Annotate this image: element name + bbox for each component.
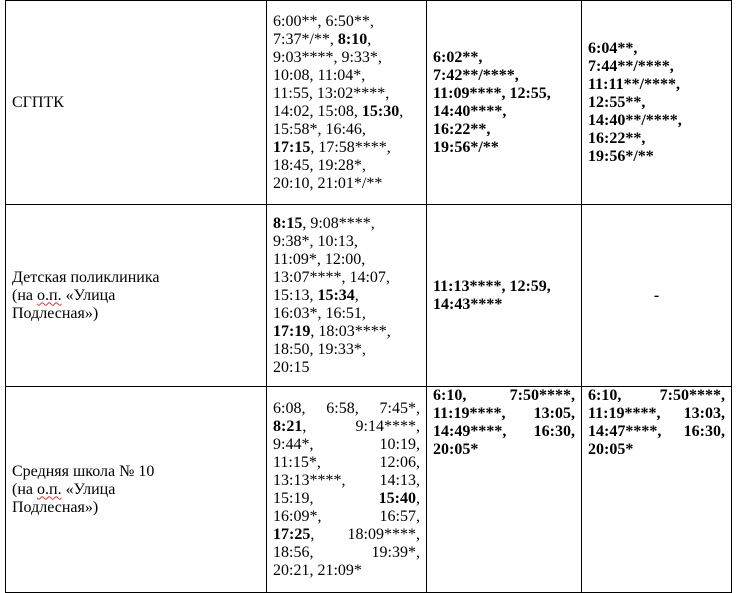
time-line	[273, 103, 420, 121]
time-line: 14:43****	[433, 295, 503, 313]
time-text: , 18:09****,	[310, 525, 420, 543]
time-text: 6:00**, 6:50**,	[273, 12, 374, 30]
time-text: 16:03*, 16:51,	[273, 304, 366, 322]
sunday-times-cell	[582, 1, 732, 205]
time-text: 7:37*/**,	[273, 30, 338, 48]
time-line: -	[653, 286, 660, 304]
time-text: 17:19	[273, 322, 311, 340]
time-line: 12:55**,	[588, 93, 646, 111]
time-text: , 17:58****,	[310, 138, 391, 156]
time-line: 20:05*	[588, 441, 634, 458]
time-line: 11:19****, 13:03,	[588, 405, 725, 422]
time-line	[273, 508, 420, 526]
weekday-times-cell	[267, 205, 427, 387]
time-text: 11:09*, 12:00,	[273, 250, 366, 268]
time-line	[273, 175, 420, 193]
time-line	[273, 562, 420, 580]
time-text: 18:56, 19:39*,	[273, 543, 420, 561]
table-row	[6, 205, 732, 387]
saturday-times-cell	[427, 205, 582, 387]
time-text: 8:10	[337, 30, 368, 48]
sunday-times-cell	[582, 387, 732, 593]
stop-name-line: (на о.п. «Улица	[12, 286, 116, 304]
time-line: 6:02**,	[433, 48, 483, 66]
time-line	[273, 251, 420, 269]
time-line: 11:19****, 13:05,	[433, 405, 575, 422]
time-line: 11:13****, 12:59,	[433, 277, 551, 295]
time-text: 10:08, 11:04*,	[273, 66, 366, 84]
time-text: 20:15	[273, 358, 310, 376]
time-text: 18:45, 19:28*,	[273, 156, 366, 174]
stop-name-line: (на о.п. «Улица	[12, 480, 116, 498]
time-text: , 18:03****,	[310, 322, 391, 340]
time-text: 11:15*, 12:06,	[273, 453, 420, 471]
schedule-table	[5, 0, 732, 593]
time-text: ,	[416, 489, 420, 507]
time-text: 6:08, 6:58, 7:45*,	[273, 399, 420, 417]
time-line: 14:47****, 16:30,	[588, 423, 725, 440]
time-line: 16:22**,	[433, 120, 491, 138]
time-text: 20:10, 21:01*/**	[273, 174, 383, 192]
stop-name-cell	[6, 387, 267, 593]
time-line	[273, 139, 420, 157]
time-text: 15:19,	[273, 489, 379, 507]
time-text: 15:34	[317, 286, 355, 304]
time-line	[273, 490, 420, 508]
time-line	[273, 472, 420, 490]
time-line	[273, 157, 420, 175]
time-text: 13:07****, 14:07,	[273, 268, 390, 286]
time-text: 9:44*, 10:19,	[273, 435, 420, 453]
time-line: 20:05*	[433, 441, 479, 458]
time-text: 13:13****, 14:13,	[273, 471, 420, 489]
time-line: 14:40**/****,	[588, 111, 682, 129]
time-text: 11:55, 13:02****,	[273, 84, 390, 102]
saturday-times-cell	[427, 1, 582, 205]
time-line	[273, 233, 420, 251]
time-line: 19:56*/**	[433, 138, 499, 156]
time-line	[273, 49, 420, 67]
stop-name-line: СГПТК	[12, 93, 64, 111]
time-line: 16:22**,	[588, 129, 646, 147]
time-text: 17:25	[273, 525, 311, 543]
time-line	[273, 526, 420, 544]
time-line	[273, 121, 420, 139]
stop-name-line: Подлесная»)	[12, 498, 99, 516]
time-line	[273, 454, 420, 472]
time-line: 14:49****, 16:30,	[433, 423, 575, 440]
time-text: ,	[367, 30, 372, 48]
time-text: 16:09*, 16:57,	[273, 507, 420, 525]
time-text: 15:30	[361, 102, 400, 120]
time-line	[273, 341, 420, 359]
time-text: 14:02, 15:08,	[273, 102, 362, 120]
time-text: , 9:08****,	[302, 214, 375, 232]
stop-name-line: Средняя школа № 10	[12, 462, 155, 480]
time-text: 9:03****, 9:33*,	[273, 48, 382, 66]
saturday-times-cell	[427, 387, 582, 593]
time-line	[273, 359, 420, 377]
table-row	[6, 387, 732, 593]
time-line	[273, 305, 420, 323]
time-line: 19:56*/**	[588, 147, 654, 165]
stop-name-line: Подлесная»)	[12, 304, 99, 322]
time-line	[273, 269, 420, 287]
time-line: 6:10, 7:50****,	[588, 387, 725, 404]
time-text: 8:21	[273, 417, 303, 435]
time-text: ,	[399, 102, 404, 120]
stop-name-line: Детская поликлиника	[12, 268, 160, 286]
stop-name-cell	[6, 1, 267, 205]
time-text: 15:40	[378, 489, 416, 507]
time-line: 6:04**,	[588, 39, 638, 57]
time-line	[273, 400, 420, 418]
time-line: 6:10, 7:50****,	[433, 387, 575, 404]
time-line	[273, 436, 420, 454]
sunday-times-cell	[582, 205, 732, 387]
weekday-times-cell	[267, 1, 427, 205]
time-line	[273, 544, 420, 562]
time-text: 20:21, 21:09*	[273, 561, 362, 579]
time-line: 11:11**/****,	[588, 75, 681, 93]
time-text: 8:15	[273, 214, 303, 232]
time-line	[273, 31, 420, 49]
time-line	[273, 323, 420, 341]
time-line	[273, 67, 420, 85]
time-line	[273, 13, 420, 31]
time-text: 17:15	[273, 138, 311, 156]
time-text: 18:50, 19:33*,	[273, 340, 366, 358]
time-line: 7:44**/****,	[588, 57, 674, 75]
time-line: 14:40****,	[433, 102, 507, 120]
time-line: 7:42**/****,	[433, 66, 519, 84]
time-line	[273, 85, 420, 103]
time-text: ,	[354, 286, 359, 304]
time-line	[273, 418, 420, 436]
time-line	[273, 215, 420, 233]
time-text: 9:38*, 10:13,	[273, 232, 358, 250]
time-line	[273, 287, 420, 305]
stop-name-cell	[6, 205, 267, 387]
weekday-times-cell	[267, 387, 427, 593]
time-text: 15:13,	[273, 286, 318, 304]
schedule-body	[6, 1, 732, 593]
time-text: , 9:14****,	[302, 417, 420, 435]
table-row	[6, 1, 732, 205]
time-text: 15:58*, 16:46,	[273, 120, 366, 138]
time-line: 11:09****, 12:55,	[433, 84, 551, 102]
